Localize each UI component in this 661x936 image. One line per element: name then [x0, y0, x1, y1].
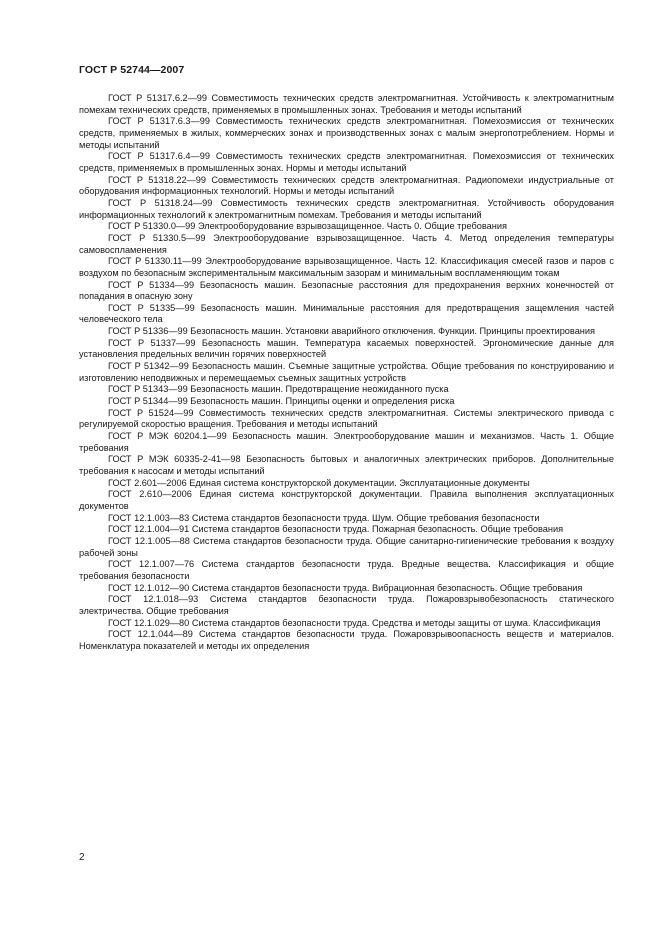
reference-entry: ГОСТ Р 51330.0—99 Электрооборудование взрывозащищенное. Часть 0. Общие требования	[108, 221, 507, 232]
reference-entry: ГОСТ 12.1.029—80 Система стандартов безопасности труда. Средства и методы защиты от шума. Классификация	[108, 617, 601, 628]
reference-entry: ГОСТ 12.1.018—93 Система стандартов безопасности труда. Пожаровзрывобезопасность статического электричества. Общие требования	[79, 594, 614, 616]
reference-entry: ГОСТ 12.1.003—83 Система стандартов безопасности труда. Шум. Общие требования безопасности	[108, 512, 540, 523]
reference-entry: ГОСТ 12.1.004—91 Система стандартов безопасности труда. Пожарная безопасность. Общие требования	[108, 524, 564, 535]
reference-entry: ГОСТ 12.1.007—76 Система стандартов безопасности труда. Вредные вещества. Классификация и общие требования безопасности	[79, 559, 614, 581]
page-number: 2	[79, 852, 85, 863]
reference-entry: ГОСТ 2.601—2006 Единая система конструкторской документации. Эксплуатационные документы	[108, 477, 530, 488]
reference-entry: ГОСТ Р 51318.22—99 Совместимость технических средств электромагнитная. Радиопомехи индустриальные от оборудования информационных технологий. Нормы и методы испытаний	[79, 174, 614, 197]
document-header: ГОСТ Р 52744—2007	[79, 64, 185, 76]
reference-entry: ГОСТ Р 51317.6.4—99 Совместимость технических средств электромагнитная. Помехоэмиссия от технических средств, применяемых в промышленных зонах. Нормы и методы испытаний	[79, 151, 614, 173]
reference-entry: ГОСТ Р 51335—99 Безопасность машин. Минимальные расстояния для предотвращения защемления частей человеческого тела	[79, 302, 614, 325]
reference-entry: ГОСТ Р 51336—99 Безопасность машин. Установки аварийного отключения. Функции. Принципы проектирования	[108, 326, 595, 337]
reference-entry: ГОСТ Р 51342—99 Безопасность машин. Съемные защитные устройства. Общие требования по конструированию и изготовлению неподвижных и перемещаемых съемных защитных устройств	[79, 361, 614, 383]
reference-entry: ГОСТ 12.1.005—88 Система стандартов безопасности труда. Общие санитарно-гигиенические требования к воздуху рабочей зоны	[79, 535, 614, 558]
reference-entry: ГОСТ Р 51524—99 Совместимость технических средств электромагнитная. Системы электрического привода с регулируемой скоростью вращения. Требования и методы испытаний	[79, 407, 614, 430]
reference-entry: ГОСТ Р 51344—99 Безопасность машин. Принципы оценки и определения риска	[108, 396, 455, 407]
reference-entry: ГОСТ Р 51330.5—99 Электрооборудование взрывозащищенное. Часть 4. Метод определения температуры самовоспламенения	[79, 232, 614, 255]
references-list	[79, 93, 614, 653]
reference-entry: ГОСТ Р 51330.11—99 Электрооборудование взрывозащищенное. Часть 12. Классификация смесей газов и паров с воздухом по безопасным экспериментальным максимальным зазорам и минимальным воспламеняющим токам	[79, 256, 614, 278]
reference-entry: ГОСТ Р 51317.6.3—99 Совместимость технических средств электромагнитная. Помехоэмиссия от технических средств, применяемых в жилых, коммерческих зонах и производственных зонах с малым энергопотреблением. Нормы и методы испытаний	[79, 116, 614, 150]
reference-entry: ГОСТ 2.610—2006 Единая система конструкторской документации. Правила выполнения эксплуатационных документов	[79, 489, 614, 511]
reference-entry: ГОСТ Р 51318.24—99 Совместимость технических средств электромагнитная. Устойчивость оборудования информационных технологий к электромагнитным помехам. Требования и методы испытаний	[79, 197, 614, 220]
reference-entry: ГОСТ Р 51337—99 Безопасность машин. Температура касаемых поверхностей. Эргономические данные для установления предельных величин горячих поверхностей	[79, 337, 614, 360]
reference-entry: ГОСТ Р МЭК 60204.1—99 Безопасность машин. Электрооборудование машин и механизмов. Часть 1. Общие требования	[79, 431, 614, 453]
reference-entry: ГОСТ Р 51317.6.2—99 Совместимость технических средств электромагнитная. Устойчивость к электромагнитным помехам технических средств, применяемых в промышленных зонах. Требования и методы испытаний	[79, 93, 614, 115]
reference-entry: ГОСТ Р 51334—99 Безопасность машин. Безопасные расстояния для предохранения верхних конечностей от попадания в опасную зону	[79, 279, 614, 302]
reference-entry: ГОСТ 12.1.044—89 Система стандартов безопасности труда. Пожаровзрывоопасность веществ и материалов. Номенклатура показателей и методы их определения	[79, 629, 614, 651]
reference-entry: ГОСТ Р МЭК 60335-2-41—98 Безопасность бытовых и аналогичных электрических приборов. Дополнительные требования к насосам и методы испытаний	[79, 454, 614, 476]
reference-entry: ГОСТ 12.1.012—90 Система стандартов безопасности труда. Вибрационная безопасность. Общие требования	[108, 582, 583, 593]
reference-entry: ГОСТ Р 51343—99 Безопасность машин. Предотвращение неожиданного пуска	[108, 384, 449, 395]
